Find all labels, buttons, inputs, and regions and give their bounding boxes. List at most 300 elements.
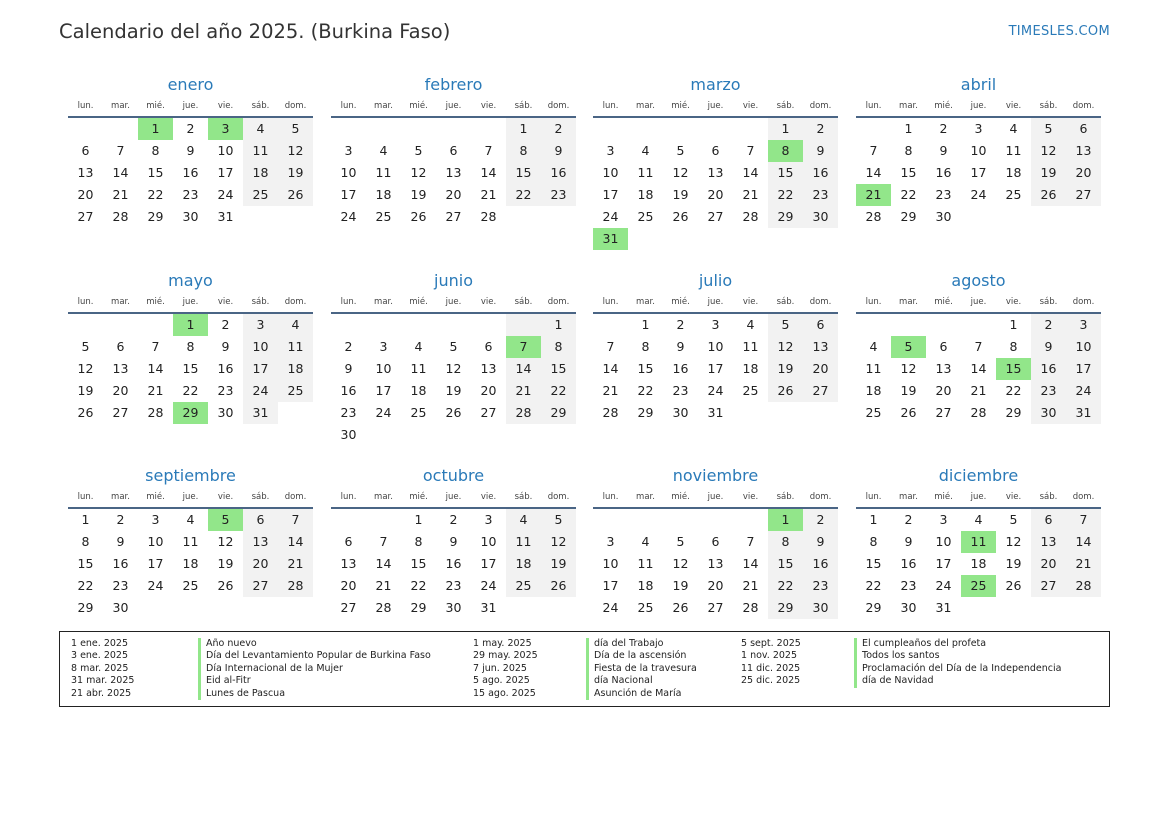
empty-cell	[1066, 597, 1101, 619]
week-row	[593, 162, 838, 184]
day-cell: 22	[410, 578, 427, 593]
day-cell: 10	[602, 556, 619, 571]
empty-cell	[698, 509, 733, 531]
day-cell: 2	[1031, 314, 1066, 336]
empty-cell	[628, 228, 663, 250]
day-cell: 22	[768, 184, 803, 206]
day-cell: 18	[278, 358, 313, 380]
weekday-label: vie.	[217, 297, 234, 307]
day-cell: 31	[935, 600, 952, 615]
week-row	[68, 314, 313, 336]
day-cell: 8	[641, 339, 650, 354]
day-cell: 15	[541, 358, 576, 380]
day-cell: 27	[707, 209, 724, 224]
day-cell: 9	[221, 339, 230, 354]
legend-item	[741, 675, 934, 687]
weekday-label: vie.	[742, 101, 759, 111]
month-name: marzo	[690, 75, 741, 94]
empty-cell	[506, 314, 541, 336]
legend-item	[71, 638, 257, 650]
day-cell: 29	[768, 206, 803, 228]
legend-column	[473, 638, 697, 700]
day-cell: 23	[803, 575, 838, 597]
weekday-header	[593, 487, 838, 509]
legend-holiday-name: Lunes de Pascua	[198, 688, 285, 700]
weekday-header	[331, 487, 576, 509]
weekday-label: vie.	[217, 492, 234, 502]
day-cell: 15	[77, 556, 94, 571]
day-cell: 11	[637, 556, 654, 571]
day-cell: 17	[375, 383, 392, 398]
day-cell: 15	[182, 361, 199, 376]
day-cell: 25	[278, 380, 313, 402]
day-cell: 9	[939, 143, 948, 158]
day-cell: 31	[480, 600, 497, 615]
day-cell: 16	[935, 165, 952, 180]
day-cell: 29	[768, 597, 803, 619]
day-cell: 27	[1031, 575, 1066, 597]
day-cell: 21	[742, 578, 759, 593]
empty-cell	[593, 509, 628, 531]
day-cell: 7	[746, 534, 755, 549]
day-cell: 30	[803, 597, 838, 619]
day-cell: 13	[77, 165, 94, 180]
day-cell: 2	[541, 118, 576, 140]
empty-cell	[278, 402, 313, 424]
day-cell: 28	[147, 405, 164, 420]
day-cell: 7	[278, 509, 313, 531]
empty-cell	[628, 509, 663, 531]
weekday-label: sáb.	[1039, 297, 1058, 307]
day-cell: 29	[541, 402, 576, 424]
day-cell: 10	[375, 361, 392, 376]
day-cell: 9	[803, 140, 838, 162]
day-cell: 19	[900, 383, 917, 398]
day-cell: 22	[506, 184, 541, 206]
day-cell: 8	[186, 339, 195, 354]
day-cell: 24	[935, 578, 952, 593]
day-cell: 6	[1031, 509, 1066, 531]
day-cell: 30	[340, 427, 357, 442]
empty-cell	[506, 424, 541, 446]
holiday-day-cell: 3	[208, 118, 243, 140]
day-cell: 4	[746, 317, 755, 332]
legend-item	[71, 650, 431, 662]
day-cell: 28	[970, 405, 987, 420]
day-cell: 6	[803, 314, 838, 336]
day-cell: 4	[414, 339, 423, 354]
day-cell: 10	[147, 534, 164, 549]
day-cell: 30	[935, 209, 952, 224]
weekday-label: sáb.	[251, 101, 270, 111]
day-cell: 11	[637, 165, 654, 180]
day-cell: 23	[340, 405, 357, 420]
day-cell: 23	[112, 578, 129, 593]
empty-cell	[506, 206, 541, 228]
day-cell: 8	[904, 143, 913, 158]
legend-date: 21 abr. 2025	[71, 687, 132, 699]
empty-cell	[926, 314, 961, 336]
day-cell: 5	[278, 118, 313, 140]
legend-date: 7 jun. 2025	[473, 662, 527, 674]
day-cell: 18	[506, 553, 541, 575]
day-cell: 24	[340, 209, 357, 224]
legend-date: 1 nov. 2025	[741, 650, 797, 662]
day-cell: 12	[672, 556, 689, 571]
week-row	[68, 184, 313, 206]
day-cell: 1	[869, 512, 878, 527]
day-cell: 1	[506, 118, 541, 140]
empty-cell	[68, 118, 103, 140]
weekday-label: lun.	[865, 492, 882, 502]
month-julio	[593, 270, 838, 424]
day-cell: 26	[541, 575, 576, 597]
holiday-day-cell: 1	[768, 509, 803, 531]
day-cell: 18	[375, 187, 392, 202]
weekday-label: lun.	[865, 101, 882, 111]
day-cell: 29	[637, 405, 654, 420]
day-cell: 18	[410, 383, 427, 398]
week-row	[68, 402, 313, 424]
day-cell: 6	[939, 339, 948, 354]
day-cell: 3	[606, 534, 615, 549]
weekday-label: dom.	[284, 101, 307, 111]
day-cell: 14	[278, 531, 313, 553]
month-name: noviembre	[672, 466, 759, 485]
day-cell: 4	[641, 534, 650, 549]
weekday-label: mar.	[111, 492, 130, 502]
day-cell: 18	[637, 578, 654, 593]
day-cell: 15	[637, 361, 654, 376]
empty-cell	[628, 118, 663, 140]
day-cell: 20	[340, 578, 357, 593]
week-row	[593, 140, 838, 162]
weekday-label: dom.	[547, 101, 570, 111]
day-cell: 20	[243, 553, 278, 575]
weekday-header	[593, 96, 838, 118]
day-cell: 9	[904, 534, 913, 549]
empty-cell	[856, 118, 891, 140]
empty-cell	[366, 314, 401, 336]
day-cell: 20	[1031, 553, 1066, 575]
day-cell: 9	[344, 361, 353, 376]
legend-column	[71, 638, 431, 700]
holiday-day-cell: 31	[593, 228, 628, 250]
empty-cell	[698, 228, 733, 250]
day-cell: 15	[410, 556, 427, 571]
day-cell: 12	[77, 361, 94, 376]
day-cell: 3	[711, 317, 720, 332]
empty-cell	[1066, 206, 1101, 228]
legend-item	[473, 675, 653, 687]
weekday-label: mar.	[899, 297, 918, 307]
day-cell: 21	[602, 383, 619, 398]
day-cell: 28	[480, 209, 497, 224]
day-cell: 16	[541, 162, 576, 184]
empty-cell	[663, 118, 698, 140]
weekday-header	[68, 96, 313, 118]
holiday-day-cell: 5	[208, 509, 243, 531]
month-febrero	[331, 74, 576, 228]
empty-cell	[961, 597, 996, 619]
day-cell: 14	[742, 556, 759, 571]
day-cell: 13	[445, 165, 462, 180]
legend-holiday-name: Asunción de María	[586, 688, 682, 700]
day-cell: 14	[742, 165, 759, 180]
week-row	[68, 575, 313, 597]
holiday-legend	[59, 631, 1110, 707]
day-cell: 23	[182, 187, 199, 202]
legend-holiday-name: día Nacional	[586, 675, 653, 687]
day-cell: 12	[1005, 534, 1022, 549]
holiday-day-cell: 15	[996, 358, 1031, 380]
day-cell: 26	[672, 600, 689, 615]
weekday-label: mar.	[636, 297, 655, 307]
week-row	[331, 336, 576, 358]
day-cell: 6	[116, 339, 125, 354]
month-name: febrero	[424, 75, 483, 94]
empty-cell	[471, 314, 506, 336]
week-row	[68, 553, 313, 575]
day-cell: 13	[707, 556, 724, 571]
empty-cell	[856, 314, 891, 336]
day-cell: 13	[340, 556, 357, 571]
legend-date: 25 dic. 2025	[741, 675, 801, 687]
day-cell: 16	[803, 162, 838, 184]
day-cell: 17	[707, 361, 724, 376]
empty-cell	[103, 314, 138, 336]
day-cell: 16	[803, 553, 838, 575]
day-cell: 21	[147, 383, 164, 398]
weekday-label: mar.	[111, 297, 130, 307]
day-cell: 12	[768, 336, 803, 358]
day-cell: 14	[1066, 531, 1101, 553]
weekday-label: mié.	[671, 492, 690, 502]
day-cell: 26	[445, 405, 462, 420]
weekday-label: jue.	[445, 297, 462, 307]
day-cell: 29	[900, 209, 917, 224]
day-cell: 13	[803, 336, 838, 358]
legend-holiday-name: Día del Levantamiento Popular de Burkina Faso	[198, 650, 431, 662]
day-cell: 28	[602, 405, 619, 420]
day-cell: 16	[112, 556, 129, 571]
empty-cell	[436, 424, 471, 446]
week-row	[856, 509, 1101, 531]
week-row	[593, 336, 838, 358]
weekday-header	[331, 96, 576, 118]
day-cell: 5	[414, 143, 423, 158]
empty-cell	[961, 314, 996, 336]
week-row	[593, 314, 838, 336]
day-cell: 17	[147, 556, 164, 571]
day-cell: 12	[217, 534, 234, 549]
weekday-label: lun.	[77, 101, 94, 111]
day-cell: 22	[77, 578, 94, 593]
day-cell: 16	[340, 383, 357, 398]
week-row	[593, 228, 838, 250]
weekday-label: mar.	[636, 101, 655, 111]
weekday-label: mar.	[374, 492, 393, 502]
day-cell: 21	[375, 578, 392, 593]
day-cell: 7	[746, 143, 755, 158]
day-cell: 10	[1066, 336, 1101, 358]
day-cell: 13	[480, 361, 497, 376]
week-row	[856, 336, 1101, 358]
day-cell: 5	[449, 339, 458, 354]
day-cell: 30	[672, 405, 689, 420]
day-cell: 2	[904, 512, 913, 527]
day-cell: 20	[803, 358, 838, 380]
weekday-label: dom.	[1072, 101, 1095, 111]
day-cell: 12	[541, 531, 576, 553]
day-cell: 3	[243, 314, 278, 336]
weekday-header	[68, 487, 313, 509]
weekday-label: lun.	[77, 297, 94, 307]
day-cell: 14	[112, 165, 129, 180]
week-row	[593, 380, 838, 402]
day-cell: 25	[182, 578, 199, 593]
day-cell: 27	[935, 405, 952, 420]
day-cell: 10	[243, 336, 278, 358]
day-cell: 2	[676, 317, 685, 332]
day-cell: 21	[970, 383, 987, 398]
day-cell: 28	[278, 575, 313, 597]
day-cell: 27	[77, 209, 94, 224]
week-row	[856, 531, 1101, 553]
weekday-label: lun.	[602, 101, 619, 111]
day-cell: 18	[970, 556, 987, 571]
month-name: enero	[167, 75, 214, 94]
weekday-label: lun.	[340, 101, 357, 111]
weekday-label: vie.	[480, 492, 497, 502]
holiday-day-cell: 1	[138, 118, 173, 140]
weekday-label: mié.	[146, 101, 165, 111]
legend-column	[741, 638, 1062, 688]
day-cell: 2	[803, 118, 838, 140]
weekday-label: vie.	[742, 492, 759, 502]
day-cell: 3	[344, 143, 353, 158]
day-cell: 6	[484, 339, 493, 354]
week-row	[856, 140, 1101, 162]
empty-cell	[243, 206, 278, 228]
weekday-label: mié.	[671, 297, 690, 307]
day-cell: 10	[602, 165, 619, 180]
empty-cell	[698, 118, 733, 140]
day-cell: 30	[112, 600, 129, 615]
day-cell: 23	[900, 578, 917, 593]
day-cell: 9	[116, 534, 125, 549]
weekday-label: dom.	[547, 492, 570, 502]
day-cell: 21	[480, 187, 497, 202]
month-name: abril	[960, 75, 997, 94]
week-row	[331, 509, 576, 531]
day-cell: 15	[900, 165, 917, 180]
day-cell: 30	[803, 206, 838, 228]
week-row	[68, 336, 313, 358]
day-cell: 10	[707, 339, 724, 354]
day-cell: 29	[865, 600, 882, 615]
day-cell: 22	[900, 187, 917, 202]
day-cell: 30	[217, 405, 234, 420]
week-row	[331, 358, 576, 380]
day-cell: 2	[939, 121, 948, 136]
holiday-day-cell: 21	[856, 184, 891, 206]
day-cell: 15	[506, 162, 541, 184]
day-cell: 31	[217, 209, 234, 224]
empty-cell	[366, 118, 401, 140]
month-name: junio	[434, 271, 473, 290]
weekday-label: jue.	[970, 297, 987, 307]
holiday-day-cell: 8	[768, 140, 803, 162]
day-cell: 7	[869, 143, 878, 158]
day-cell: 8	[869, 534, 878, 549]
day-cell: 22	[1005, 383, 1022, 398]
weekday-label: jue.	[182, 297, 199, 307]
empty-cell	[1031, 206, 1066, 228]
day-cell: 2	[344, 339, 353, 354]
day-cell: 13	[935, 361, 952, 376]
day-cell: 6	[1066, 118, 1101, 140]
day-cell: 19	[1031, 162, 1066, 184]
day-cell: 26	[217, 578, 234, 593]
day-cell: 22	[147, 187, 164, 202]
week-row	[856, 206, 1101, 228]
day-cell: 30	[445, 600, 462, 615]
day-cell: 10	[340, 165, 357, 180]
empty-cell	[803, 228, 838, 250]
day-cell: 6	[81, 143, 90, 158]
day-cell: 26	[278, 184, 313, 206]
weekday-label: dom.	[809, 101, 832, 111]
day-cell: 17	[602, 578, 619, 593]
day-cell: 20	[935, 383, 952, 398]
month-diciembre	[856, 465, 1101, 619]
day-cell: 4	[186, 512, 195, 527]
site-link[interactable]: TIMESLES.COM	[1008, 24, 1110, 39]
day-cell: 22	[637, 383, 654, 398]
month-name: octubre	[422, 466, 485, 485]
weekday-label: lun.	[602, 492, 619, 502]
weekday-label: dom.	[1072, 297, 1095, 307]
holiday-day-cell: 7	[506, 336, 541, 358]
day-cell: 11	[865, 361, 882, 376]
day-cell: 18	[1005, 165, 1022, 180]
day-cell: 11	[278, 336, 313, 358]
day-cell: 13	[1031, 531, 1066, 553]
legend-item	[473, 650, 687, 662]
day-cell: 25	[410, 405, 427, 420]
week-row	[856, 184, 1101, 206]
day-cell: 27	[112, 405, 129, 420]
day-cell: 11	[182, 534, 199, 549]
day-cell: 8	[506, 140, 541, 162]
day-cell: 18	[742, 361, 759, 376]
empty-cell	[436, 314, 471, 336]
month-name: mayo	[168, 271, 213, 290]
day-cell: 21	[278, 553, 313, 575]
empty-cell	[401, 314, 436, 336]
day-cell: 16	[672, 361, 689, 376]
empty-cell	[506, 597, 541, 619]
month-septiembre	[68, 465, 313, 619]
day-cell: 27	[803, 380, 838, 402]
day-cell: 6	[711, 143, 720, 158]
empty-cell	[138, 597, 173, 619]
weekday-label: vie.	[1005, 492, 1022, 502]
day-cell: 23	[803, 184, 838, 206]
day-cell: 19	[278, 162, 313, 184]
weekday-label: mié.	[409, 101, 428, 111]
